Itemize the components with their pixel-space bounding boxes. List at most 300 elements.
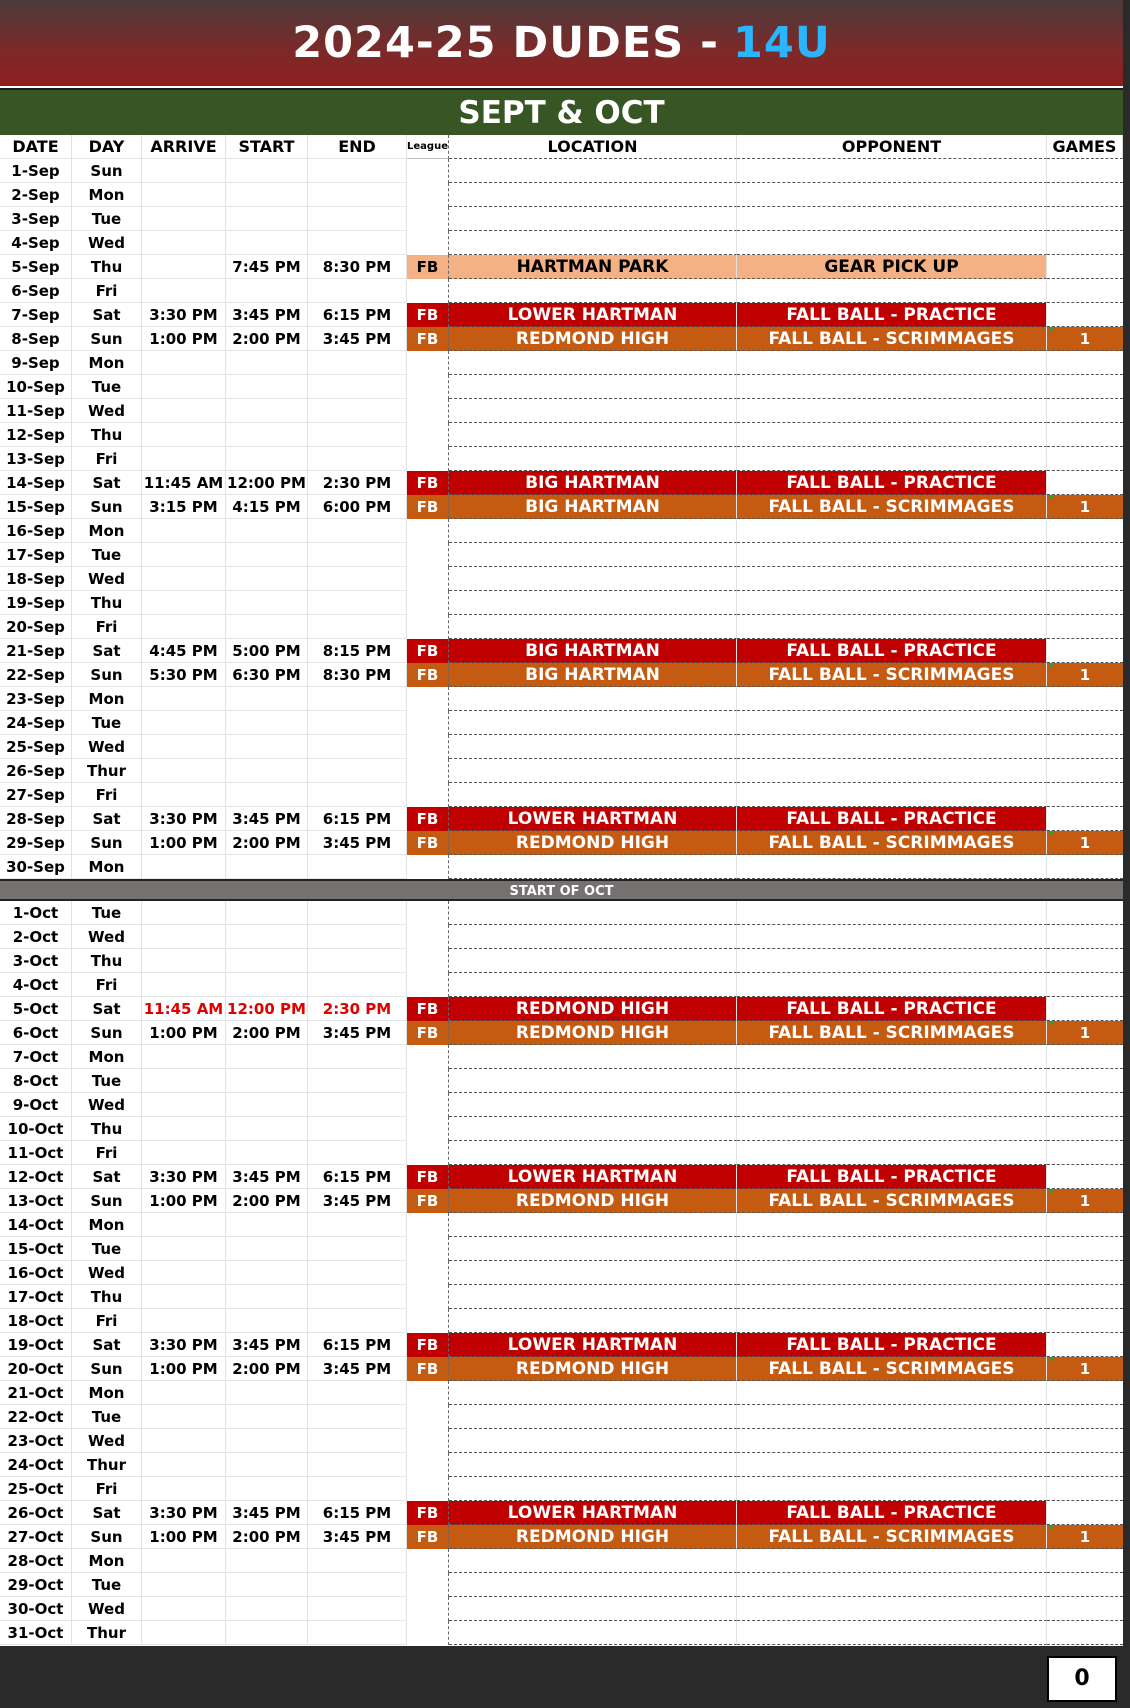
cell-end[interactable] <box>308 759 407 783</box>
cell-league[interactable] <box>407 1285 449 1309</box>
cell-league[interactable] <box>407 231 449 255</box>
cell-date[interactable]: 26-Sep <box>0 759 72 783</box>
cell-arrive[interactable]: 1:00 PM <box>142 1525 226 1549</box>
cell-start[interactable]: 3:45 PM <box>226 1165 308 1189</box>
cell-league[interactable] <box>407 519 449 543</box>
cell-end[interactable] <box>308 1093 407 1117</box>
cell-date[interactable]: 14-Sep <box>0 471 72 495</box>
cell-opponent[interactable] <box>737 1045 1047 1069</box>
cell-start[interactable]: 2:00 PM <box>226 831 308 855</box>
cell-end[interactable] <box>308 591 407 615</box>
cell-end[interactable] <box>308 1429 407 1453</box>
cell-league[interactable] <box>407 591 449 615</box>
cell-day[interactable]: Sat <box>72 997 142 1021</box>
cell-date[interactable]: 18-Sep <box>0 567 72 591</box>
cell-games[interactable] <box>1047 735 1123 759</box>
cell-arrive[interactable] <box>142 231 226 255</box>
cell-games[interactable] <box>1047 1069 1123 1093</box>
cell-start[interactable]: 3:45 PM <box>226 1333 308 1357</box>
cell-opponent[interactable] <box>737 759 1047 783</box>
cell-location[interactable]: REDMOND HIGH <box>449 1525 737 1549</box>
cell-start[interactable]: 2:00 PM <box>226 1525 308 1549</box>
cell-arrive[interactable]: 11:45 AM <box>142 997 226 1021</box>
cell-games[interactable] <box>1047 423 1123 447</box>
cell-league[interactable] <box>407 423 449 447</box>
cell-games[interactable] <box>1047 711 1123 735</box>
cell-games[interactable] <box>1047 471 1123 495</box>
cell-date[interactable]: 26-Oct <box>0 1501 72 1525</box>
cell-league[interactable] <box>407 1141 449 1165</box>
cell-league[interactable]: FB <box>407 997 449 1021</box>
cell-league[interactable] <box>407 925 449 949</box>
cell-day[interactable]: Mon <box>72 1381 142 1405</box>
cell-date[interactable]: 27-Oct <box>0 1525 72 1549</box>
cell-league[interactable] <box>407 1621 449 1645</box>
cell-arrive[interactable]: 1:00 PM <box>142 1021 226 1045</box>
cell-end[interactable] <box>308 159 407 183</box>
cell-games[interactable] <box>1047 997 1123 1021</box>
cell-arrive[interactable] <box>142 735 226 759</box>
cell-end[interactable] <box>308 901 407 925</box>
cell-league[interactable] <box>407 1573 449 1597</box>
cell-games[interactable] <box>1047 351 1123 375</box>
cell-league[interactable]: FB <box>407 1525 449 1549</box>
cell-location[interactable] <box>449 1453 737 1477</box>
cell-opponent[interactable] <box>737 949 1047 973</box>
cell-games[interactable] <box>1047 807 1123 831</box>
cell-date[interactable]: 30-Oct <box>0 1597 72 1621</box>
cell-date[interactable]: 2-Sep <box>0 183 72 207</box>
cell-end[interactable]: 3:45 PM <box>308 1189 407 1213</box>
cell-opponent[interactable] <box>737 543 1047 567</box>
cell-games[interactable] <box>1047 1573 1123 1597</box>
cell-league[interactable] <box>407 1405 449 1429</box>
cell-end[interactable] <box>308 1405 407 1429</box>
cell-day[interactable]: Tue <box>72 901 142 925</box>
cell-location[interactable] <box>449 687 737 711</box>
cell-date[interactable]: 3-Oct <box>0 949 72 973</box>
cell-games[interactable] <box>1047 567 1123 591</box>
cell-date[interactable]: 12-Oct <box>0 1165 72 1189</box>
cell-location[interactable] <box>449 207 737 231</box>
cell-end[interactable] <box>308 1141 407 1165</box>
cell-end[interactable] <box>308 1309 407 1333</box>
cell-games[interactable] <box>1047 901 1123 925</box>
cell-games[interactable] <box>1047 687 1123 711</box>
cell-location[interactable]: LOWER HARTMAN <box>449 807 737 831</box>
cell-start[interactable] <box>226 1549 308 1573</box>
cell-opponent[interactable]: FALL BALL - SCRIMMAGES <box>737 663 1047 687</box>
cell-league[interactable] <box>407 759 449 783</box>
cell-location[interactable] <box>449 735 737 759</box>
cell-location[interactable] <box>449 615 737 639</box>
cell-day[interactable]: Thur <box>72 1621 142 1645</box>
cell-end[interactable] <box>308 567 407 591</box>
cell-games[interactable] <box>1047 255 1123 279</box>
cell-league[interactable]: FB <box>407 1021 449 1045</box>
cell-date[interactable]: 12-Sep <box>0 423 72 447</box>
cell-games[interactable] <box>1047 207 1123 231</box>
cell-location[interactable]: REDMOND HIGH <box>449 831 737 855</box>
cell-arrive[interactable] <box>142 183 226 207</box>
cell-arrive[interactable] <box>142 949 226 973</box>
cell-start[interactable] <box>226 399 308 423</box>
cell-day[interactable]: Mon <box>72 183 142 207</box>
cell-start[interactable]: 2:00 PM <box>226 1021 308 1045</box>
cell-opponent[interactable]: FALL BALL - SCRIMMAGES <box>737 495 1047 519</box>
cell-games[interactable] <box>1047 231 1123 255</box>
cell-arrive[interactable] <box>142 351 226 375</box>
cell-day[interactable]: Sun <box>72 327 142 351</box>
cell-games[interactable] <box>1047 639 1123 663</box>
cell-arrive[interactable] <box>142 1261 226 1285</box>
cell-opponent[interactable]: FALL BALL - PRACTICE <box>737 1501 1047 1525</box>
cell-arrive[interactable] <box>142 1069 226 1093</box>
cell-day[interactable]: Fri <box>72 279 142 303</box>
cell-arrive[interactable] <box>142 519 226 543</box>
cell-start[interactable] <box>226 1309 308 1333</box>
cell-opponent[interactable] <box>737 855 1047 879</box>
cell-opponent[interactable] <box>737 1117 1047 1141</box>
cell-location[interactable]: BIG HARTMAN <box>449 471 737 495</box>
cell-date[interactable]: 23-Sep <box>0 687 72 711</box>
cell-league[interactable] <box>407 1213 449 1237</box>
cell-opponent[interactable] <box>737 375 1047 399</box>
cell-start[interactable]: 2:00 PM <box>226 327 308 351</box>
cell-end[interactable] <box>308 1477 407 1501</box>
cell-arrive[interactable]: 3:30 PM <box>142 1333 226 1357</box>
cell-day[interactable]: Tue <box>72 711 142 735</box>
cell-opponent[interactable] <box>737 1309 1047 1333</box>
cell-games[interactable] <box>1047 925 1123 949</box>
cell-location[interactable]: LOWER HARTMAN <box>449 1501 737 1525</box>
cell-end[interactable] <box>308 1453 407 1477</box>
cell-league[interactable]: FB <box>407 303 449 327</box>
cell-end[interactable] <box>308 735 407 759</box>
cell-end[interactable]: 8:15 PM <box>308 639 407 663</box>
cell-league[interactable] <box>407 1597 449 1621</box>
cell-day[interactable]: Mon <box>72 855 142 879</box>
cell-location[interactable]: BIG HARTMAN <box>449 663 737 687</box>
cell-date[interactable]: 25-Sep <box>0 735 72 759</box>
cell-start[interactable]: 12:00 PM <box>226 471 308 495</box>
cell-league[interactable]: FB <box>407 1189 449 1213</box>
cell-games[interactable] <box>1047 447 1123 471</box>
cell-location[interactable]: HARTMAN PARK <box>449 255 737 279</box>
cell-day[interactable]: Fri <box>72 1309 142 1333</box>
cell-date[interactable]: 9-Sep <box>0 351 72 375</box>
cell-location[interactable] <box>449 1045 737 1069</box>
cell-league[interactable]: FB <box>407 327 449 351</box>
cell-opponent[interactable]: GEAR PICK UP <box>737 255 1047 279</box>
cell-games[interactable] <box>1047 1309 1123 1333</box>
cell-date[interactable]: 14-Oct <box>0 1213 72 1237</box>
cell-games[interactable] <box>1047 855 1123 879</box>
cell-end[interactable] <box>308 1573 407 1597</box>
cell-location[interactable] <box>449 1621 737 1645</box>
cell-end[interactable] <box>308 1597 407 1621</box>
cell-end[interactable]: 3:45 PM <box>308 327 407 351</box>
cell-arrive[interactable] <box>142 1117 226 1141</box>
cell-end[interactable] <box>308 1285 407 1309</box>
cell-day[interactable]: Tue <box>72 543 142 567</box>
cell-arrive[interactable] <box>142 1237 226 1261</box>
cell-league[interactable] <box>407 567 449 591</box>
cell-start[interactable] <box>226 1453 308 1477</box>
cell-league[interactable] <box>407 1045 449 1069</box>
cell-day[interactable]: Fri <box>72 615 142 639</box>
cell-start[interactable]: 5:00 PM <box>226 639 308 663</box>
cell-day[interactable]: Sun <box>72 663 142 687</box>
cell-opponent[interactable] <box>737 231 1047 255</box>
cell-arrive[interactable] <box>142 279 226 303</box>
cell-opponent[interactable] <box>737 447 1047 471</box>
cell-start[interactable] <box>226 519 308 543</box>
cell-end[interactable] <box>308 1261 407 1285</box>
cell-opponent[interactable]: FALL BALL - PRACTICE <box>737 807 1047 831</box>
cell-date[interactable]: 5-Sep <box>0 255 72 279</box>
cell-start[interactable] <box>226 567 308 591</box>
cell-league[interactable] <box>407 447 449 471</box>
cell-date[interactable]: 6-Sep <box>0 279 72 303</box>
cell-opponent[interactable] <box>737 1429 1047 1453</box>
cell-opponent[interactable] <box>737 1213 1047 1237</box>
cell-location[interactable] <box>449 925 737 949</box>
cell-start[interactable] <box>226 1285 308 1309</box>
cell-end[interactable] <box>308 973 407 997</box>
cell-arrive[interactable]: 11:45 AM <box>142 471 226 495</box>
cell-day[interactable]: Tue <box>72 207 142 231</box>
cell-start[interactable] <box>226 759 308 783</box>
cell-day[interactable]: Thu <box>72 1117 142 1141</box>
cell-league[interactable] <box>407 1549 449 1573</box>
cell-opponent[interactable] <box>737 591 1047 615</box>
cell-games[interactable] <box>1047 279 1123 303</box>
cell-day[interactable]: Thur <box>72 1453 142 1477</box>
cell-opponent[interactable]: FALL BALL - PRACTICE <box>737 303 1047 327</box>
cell-games[interactable] <box>1047 183 1123 207</box>
cell-day[interactable]: Mon <box>72 687 142 711</box>
cell-league[interactable] <box>407 1477 449 1501</box>
cell-date[interactable]: 22-Oct <box>0 1405 72 1429</box>
cell-date[interactable]: 5-Oct <box>0 997 72 1021</box>
cell-date[interactable]: 15-Oct <box>0 1237 72 1261</box>
cell-games[interactable] <box>1047 1501 1123 1525</box>
cell-start[interactable] <box>226 543 308 567</box>
cell-opponent[interactable] <box>737 711 1047 735</box>
cell-date[interactable]: 20-Oct <box>0 1357 72 1381</box>
cell-day[interactable]: Sat <box>72 1165 142 1189</box>
cell-opponent[interactable] <box>737 423 1047 447</box>
cell-league[interactable] <box>407 543 449 567</box>
cell-day[interactable]: Sat <box>72 639 142 663</box>
total-games-box[interactable]: 0 <box>1047 1656 1117 1702</box>
cell-day[interactable]: Sun <box>72 159 142 183</box>
cell-end[interactable] <box>308 1381 407 1405</box>
cell-day[interactable]: Wed <box>72 399 142 423</box>
cell-league[interactable] <box>407 711 449 735</box>
cell-end[interactable] <box>308 687 407 711</box>
cell-location[interactable] <box>449 159 737 183</box>
cell-date[interactable]: 27-Sep <box>0 783 72 807</box>
cell-games[interactable]: 1 <box>1047 495 1123 519</box>
cell-location[interactable] <box>449 855 737 879</box>
cell-day[interactable]: Thu <box>72 591 142 615</box>
cell-day[interactable]: Sat <box>72 1501 142 1525</box>
cell-end[interactable]: 3:45 PM <box>308 1357 407 1381</box>
cell-location[interactable] <box>449 447 737 471</box>
cell-games[interactable] <box>1047 1165 1123 1189</box>
cell-location[interactable]: REDMOND HIGH <box>449 327 737 351</box>
cell-location[interactable]: LOWER HARTMAN <box>449 1165 737 1189</box>
cell-arrive[interactable]: 3:30 PM <box>142 303 226 327</box>
cell-opponent[interactable]: FALL BALL - SCRIMMAGES <box>737 831 1047 855</box>
cell-date[interactable]: 10-Oct <box>0 1117 72 1141</box>
cell-location[interactable] <box>449 1093 737 1117</box>
cell-arrive[interactable]: 3:30 PM <box>142 807 226 831</box>
cell-date[interactable]: 8-Oct <box>0 1069 72 1093</box>
cell-arrive[interactable] <box>142 1045 226 1069</box>
cell-location[interactable]: REDMOND HIGH <box>449 1189 737 1213</box>
cell-arrive[interactable] <box>142 207 226 231</box>
cell-location[interactable] <box>449 399 737 423</box>
cell-league[interactable] <box>407 901 449 925</box>
cell-date[interactable]: 4-Sep <box>0 231 72 255</box>
cell-end[interactable] <box>308 1549 407 1573</box>
cell-games[interactable] <box>1047 783 1123 807</box>
cell-day[interactable]: Sun <box>72 1021 142 1045</box>
cell-date[interactable]: 1-Sep <box>0 159 72 183</box>
cell-date[interactable]: 16-Sep <box>0 519 72 543</box>
cell-opponent[interactable] <box>737 1453 1047 1477</box>
cell-end[interactable]: 8:30 PM <box>308 663 407 687</box>
cell-end[interactable]: 6:15 PM <box>308 303 407 327</box>
cell-opponent[interactable] <box>737 1477 1047 1501</box>
cell-arrive[interactable]: 1:00 PM <box>142 1189 226 1213</box>
cell-end[interactable]: 6:15 PM <box>308 1501 407 1525</box>
cell-opponent[interactable] <box>737 1381 1047 1405</box>
cell-opponent[interactable] <box>737 207 1047 231</box>
cell-start[interactable] <box>226 973 308 997</box>
cell-arrive[interactable] <box>142 1621 226 1645</box>
cell-date[interactable]: 29-Sep <box>0 831 72 855</box>
cell-games[interactable] <box>1047 1333 1123 1357</box>
cell-day[interactable]: Sun <box>72 831 142 855</box>
cell-opponent[interactable]: FALL BALL - PRACTICE <box>737 997 1047 1021</box>
cell-day[interactable]: Fri <box>72 447 142 471</box>
cell-end[interactable] <box>308 783 407 807</box>
cell-location[interactable] <box>449 901 737 925</box>
cell-opponent[interactable] <box>737 399 1047 423</box>
cell-start[interactable]: 2:00 PM <box>226 1189 308 1213</box>
cell-day[interactable]: Thu <box>72 255 142 279</box>
cell-location[interactable] <box>449 351 737 375</box>
cell-date[interactable]: 13-Sep <box>0 447 72 471</box>
cell-league[interactable] <box>407 207 449 231</box>
cell-league[interactable] <box>407 735 449 759</box>
cell-arrive[interactable] <box>142 1381 226 1405</box>
cell-arrive[interactable] <box>142 1573 226 1597</box>
cell-location[interactable] <box>449 1429 737 1453</box>
cell-day[interactable]: Wed <box>72 1093 142 1117</box>
cell-end[interactable] <box>308 949 407 973</box>
cell-arrive[interactable] <box>142 925 226 949</box>
cell-start[interactable]: 3:45 PM <box>226 303 308 327</box>
cell-location[interactable] <box>449 519 737 543</box>
cell-league[interactable]: FB <box>407 831 449 855</box>
cell-location[interactable] <box>449 973 737 997</box>
cell-date[interactable]: 25-Oct <box>0 1477 72 1501</box>
cell-end[interactable] <box>308 1117 407 1141</box>
cell-day[interactable]: Thu <box>72 949 142 973</box>
cell-start[interactable] <box>226 1045 308 1069</box>
cell-league[interactable] <box>407 1429 449 1453</box>
cell-arrive[interactable] <box>142 1405 226 1429</box>
cell-date[interactable]: 7-Oct <box>0 1045 72 1069</box>
cell-arrive[interactable] <box>142 783 226 807</box>
cell-start[interactable]: 2:00 PM <box>226 1357 308 1381</box>
cell-arrive[interactable]: 4:45 PM <box>142 639 226 663</box>
cell-league[interactable]: FB <box>407 663 449 687</box>
cell-start[interactable] <box>226 375 308 399</box>
cell-opponent[interactable] <box>737 925 1047 949</box>
cell-location[interactable] <box>449 1117 737 1141</box>
cell-opponent[interactable]: FALL BALL - SCRIMMAGES <box>737 1525 1047 1549</box>
cell-opponent[interactable] <box>737 159 1047 183</box>
cell-date[interactable]: 18-Oct <box>0 1309 72 1333</box>
cell-games[interactable] <box>1047 159 1123 183</box>
cell-opponent[interactable] <box>737 567 1047 591</box>
cell-location[interactable] <box>449 1237 737 1261</box>
cell-games[interactable] <box>1047 1429 1123 1453</box>
cell-opponent[interactable] <box>737 1573 1047 1597</box>
cell-arrive[interactable] <box>142 159 226 183</box>
cell-arrive[interactable] <box>142 1309 226 1333</box>
cell-day[interactable]: Wed <box>72 1261 142 1285</box>
cell-games[interactable] <box>1047 1549 1123 1573</box>
cell-end[interactable] <box>308 447 407 471</box>
cell-location[interactable] <box>449 591 737 615</box>
cell-arrive[interactable] <box>142 423 226 447</box>
cell-arrive[interactable] <box>142 973 226 997</box>
cell-opponent[interactable] <box>737 519 1047 543</box>
cell-games[interactable] <box>1047 1381 1123 1405</box>
cell-location[interactable] <box>449 1549 737 1573</box>
cell-day[interactable]: Sun <box>72 1189 142 1213</box>
cell-league[interactable] <box>407 615 449 639</box>
cell-opponent[interactable] <box>737 1141 1047 1165</box>
cell-games[interactable] <box>1047 591 1123 615</box>
cell-games[interactable] <box>1047 1405 1123 1429</box>
cell-day[interactable]: Sat <box>72 303 142 327</box>
cell-day[interactable]: Wed <box>72 567 142 591</box>
cell-games[interactable] <box>1047 1453 1123 1477</box>
cell-opponent[interactable] <box>737 1261 1047 1285</box>
cell-end[interactable] <box>308 615 407 639</box>
cell-end[interactable]: 2:30 PM <box>308 997 407 1021</box>
cell-end[interactable] <box>308 1213 407 1237</box>
cell-end[interactable] <box>308 231 407 255</box>
cell-arrive[interactable] <box>142 1141 226 1165</box>
cell-start[interactable] <box>226 1237 308 1261</box>
cell-league[interactable] <box>407 1309 449 1333</box>
cell-date[interactable]: 16-Oct <box>0 1261 72 1285</box>
cell-end[interactable] <box>308 1045 407 1069</box>
cell-date[interactable]: 20-Sep <box>0 615 72 639</box>
cell-arrive[interactable] <box>142 447 226 471</box>
cell-start[interactable] <box>226 231 308 255</box>
cell-games[interactable] <box>1047 1117 1123 1141</box>
